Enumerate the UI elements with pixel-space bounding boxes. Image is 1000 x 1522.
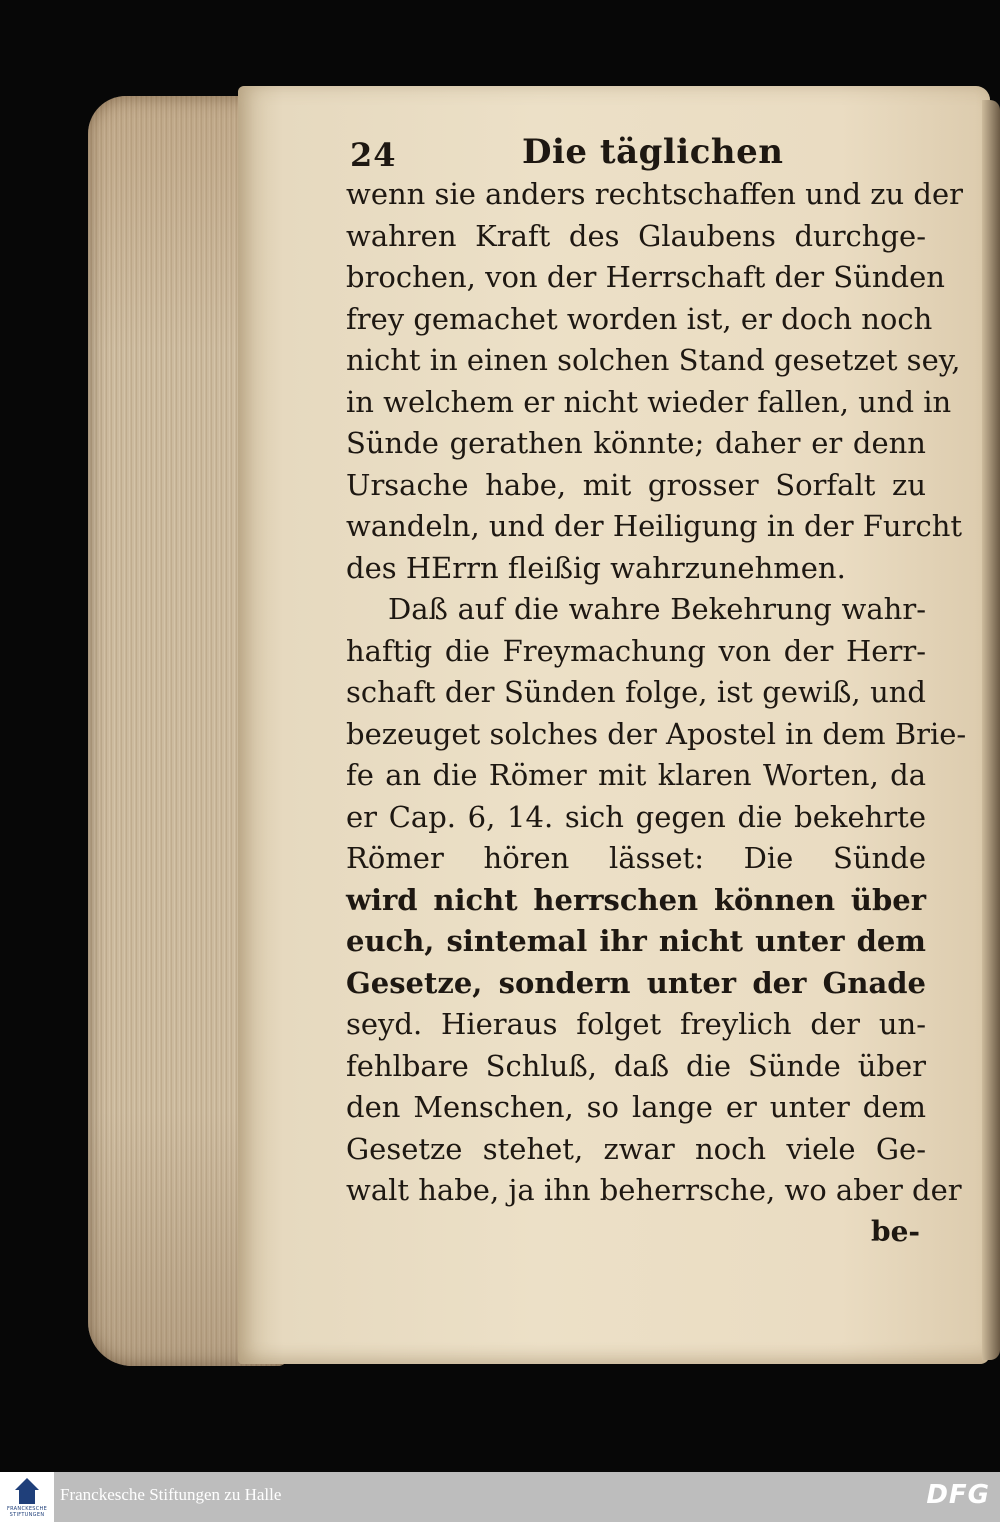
text-line: euch, sintemal ihr nicht unter dem <box>346 924 926 958</box>
text-line: Römer hören lässet: Die Sünde <box>346 841 926 875</box>
page-number: 24 <box>350 136 397 174</box>
page-header <box>346 126 926 174</box>
text-line: schaft der Sünden folge, ist gewiß, und <box>346 675 926 709</box>
text-line: Ursache habe, mit grosser Sorfalt zu <box>346 467 926 502</box>
text-line: in welchem er nicht wieder fallen, und in <box>346 384 952 419</box>
text-line: wird nicht herrschen können über <box>346 882 926 917</box>
text-line: wenn sie anders rechtschaffen und zu der <box>346 177 964 211</box>
text-line: Sünde gerathen könnte; daher er denn <box>346 426 926 460</box>
text-line: nicht in einen solchen Stand gesetzet sey, <box>346 343 961 377</box>
text-line: Gesetze, sondern unter der Gnade <box>346 965 926 1000</box>
text-line: haftig die Freymachung von der Herr- <box>346 633 926 668</box>
text-line: fehlbare Schluß, daß die Sünde über <box>346 1048 926 1083</box>
text-line: des HErrn fleißig wahrzunehmen. <box>346 550 846 585</box>
footer-bar <box>0 1472 1000 1522</box>
text-line: seyd. Hieraus folget freylich der un- <box>346 1007 926 1041</box>
running-title: Die täglichen <box>522 132 784 172</box>
text-line: brochen, von der Herrschaft der Sünden <box>346 260 945 294</box>
text-line: fe an die Römer mit klaren Worten, da <box>346 758 926 792</box>
text-line: wandeln, und der Heiligung in der Furcht <box>346 509 963 543</box>
text-line: walt habe, ja ihn beherrsche, wo aber der <box>346 1173 962 1207</box>
logo-roof-icon <box>15 1478 39 1490</box>
dfg-logo[interactable]: DFG <box>926 1480 990 1510</box>
text-line: den Menschen, so lange er unter dem <box>346 1090 926 1124</box>
logo-text: FRANCKESCHE STIFTUNGEN <box>6 1506 48 1518</box>
franckesche-stiftungen-logo[interactable] <box>0 1472 54 1522</box>
text-line: bezeuget solches der Apostel in dem Brie- <box>346 716 967 751</box>
text-line: frey gemachet worden ist, er doch noch <box>346 301 933 336</box>
text-line: er Cap. 6, 14. sich gegen die bekehrte <box>346 799 926 834</box>
institution-name[interactable]: Franckesche Stiftungen zu Halle <box>60 1485 282 1504</box>
text-line: Gesetze stehet, zwar noch viele Ge- <box>346 1131 926 1166</box>
text-line: wahren Kraft des Glaubens durchge- <box>346 218 926 253</box>
page-text-block <box>346 126 967 1252</box>
text-line: Daß auf die wahre Bekehrung wahr- <box>388 592 926 626</box>
logo-house-icon <box>19 1490 35 1504</box>
page-right-edge <box>982 100 1000 1360</box>
catchword: be- <box>870 1214 920 1248</box>
